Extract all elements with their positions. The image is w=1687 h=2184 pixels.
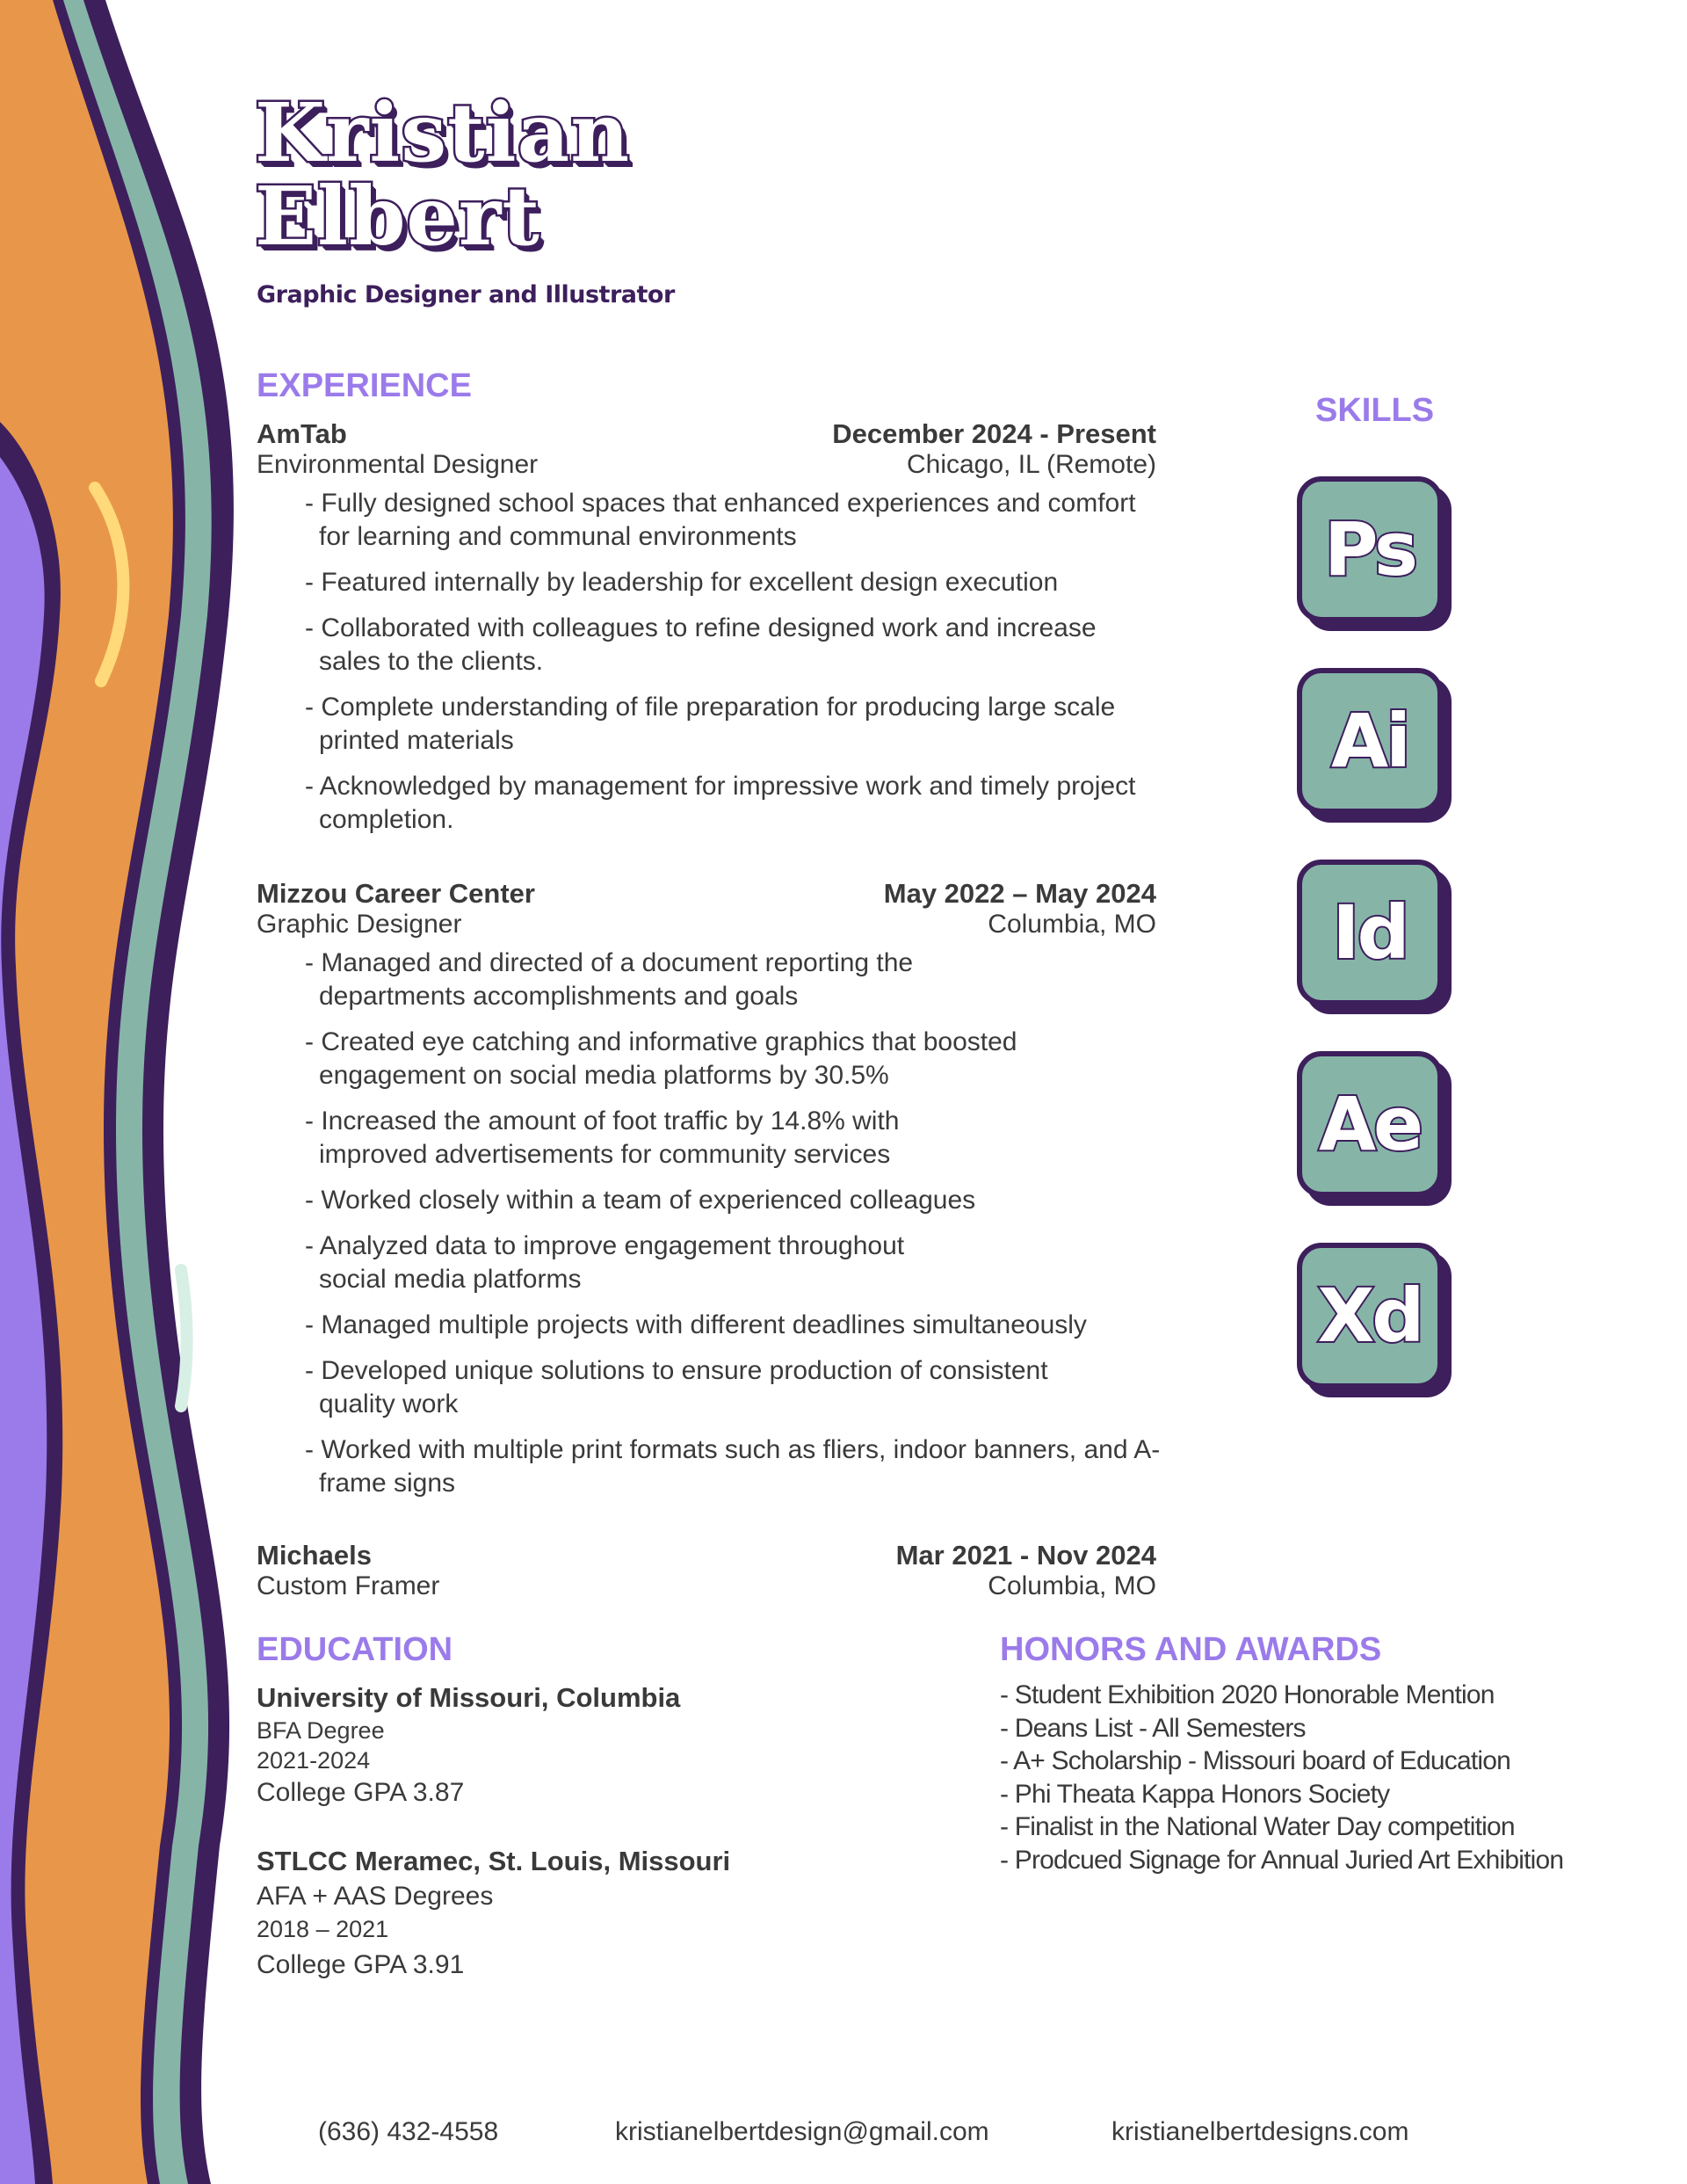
contact-website[interactable]: kristianelbertdesigns.com [1111, 2117, 1409, 2146]
gpa: College GPA 3.87 [257, 1778, 465, 1807]
job-dates: December 2024 - Present [832, 418, 1156, 449]
degree: AFA + AAS Degrees [257, 1882, 494, 1911]
job-bullet: - Acknowledged by management for impressive work and timely project completion. [305, 770, 1162, 837]
honor-item: - Phi Theata Kappa Honors Society [1000, 1778, 1563, 1811]
photoshop-icon: Ps [1297, 476, 1443, 622]
job-michaels [257, 1540, 1156, 1601]
job-bullets [257, 487, 1156, 837]
skills-heading: SKILLS [1315, 392, 1435, 429]
after-effects-icon: Ae [1297, 1051, 1443, 1197]
years: 2021-2024 [257, 1747, 371, 1774]
job-role: Graphic Designer [257, 910, 462, 939]
honors-heading: HONORS AND AWARDS [1000, 1631, 1382, 1668]
job-company: Mizzou Career Center [257, 878, 535, 909]
years: 2018 – 2021 [257, 1916, 389, 1942]
honors-list [1000, 1679, 1563, 1876]
experience-heading: EXPERIENCE [257, 367, 472, 404]
honor-item: - Deans List - All Semesters [1000, 1712, 1563, 1745]
education-entry [257, 1680, 680, 1810]
job-company: Michaels [257, 1540, 372, 1571]
name-line-1: Kristian [255, 85, 631, 180]
tagline: Graphic Designer and Illustrator [257, 281, 675, 308]
job-mizzou [257, 878, 1161, 1513]
job-location: Columbia, MO [988, 910, 1156, 939]
job-location: Chicago, IL (Remote) [906, 450, 1156, 479]
education-heading: EDUCATION [257, 1631, 453, 1668]
decorative-wave-border [0, 0, 264, 2184]
contact-phone[interactable]: (636) 432-4558 [318, 2117, 499, 2146]
job-bullet: - Managed multiple projects with different deadlines simultaneously [305, 1309, 1162, 1342]
job-bullet: - Analyzed data to improve engagement throughout social media platforms [305, 1230, 952, 1296]
job-dates: Mar 2021 - Nov 2024 [895, 1540, 1156, 1571]
job-bullet: - Worked with multiple print formats such as fliers, indoor banners, and A-frame signs [305, 1433, 1162, 1500]
job-role: Environmental Designer [257, 450, 539, 479]
job-role: Custom Framer [257, 1571, 440, 1600]
job-location: Columbia, MO [988, 1571, 1156, 1600]
school-name: University of Missouri, Columbia [257, 1682, 681, 1713]
education-entry [257, 1844, 730, 1983]
job-company: AmTab [257, 418, 347, 449]
job-bullet: - Increased the amount of foot traffic by 14.8% with improved advertisements for community services [305, 1105, 952, 1172]
job-bullet: - Complete understanding of file preparation for producing large scale printed materials [305, 691, 1162, 758]
contact-email[interactable]: kristianelbertdesign@gmail.com [615, 2117, 989, 2146]
job-bullet: - Created eye catching and informative graphics that boosted engagement on social media platforms by 30.5% [305, 1026, 1075, 1092]
job-bullet: - Managed and directed of a document reporting the departments accomplishments and goals [305, 947, 952, 1013]
school-name: STLCC Meramec, St. Louis, Missouri [257, 1846, 731, 1876]
honor-item: - Prodcued Signage for Annual Juried Art Exhibition [1000, 1844, 1563, 1877]
job-bullet: - Featured internally by leadership for excellent design execution [305, 566, 1162, 599]
job-bullet: - Worked closely within a team of experienced colleagues [305, 1184, 1162, 1217]
name-line-2: Elbert [255, 169, 540, 264]
job-amtab [257, 418, 1156, 849]
honor-item: - Finalist in the National Water Day competition [1000, 1810, 1563, 1844]
gpa: College GPA 3.91 [257, 1950, 465, 1979]
job-bullet: - Fully designed school spaces that enhanced experiences and comfort for learning and communal environments [305, 487, 1162, 554]
xd-icon: Xd [1297, 1243, 1443, 1389]
illustrator-icon: Ai [1297, 668, 1443, 814]
honor-item: - A+ Scholarship - Missouri board of Education [1000, 1745, 1563, 1778]
honor-item: - Student Exhibition 2020 Honorable Mention [1000, 1679, 1563, 1712]
job-dates: May 2022 – May 2024 [883, 878, 1156, 909]
job-bullet: - Collaborated with colleagues to refine designed work and increase sales to the clients. [305, 612, 1162, 678]
job-bullet: - Developed unique solutions to ensure production of consistent quality work [305, 1354, 1092, 1421]
indesign-icon: Id [1297, 860, 1443, 1005]
job-bullets [257, 947, 1161, 1500]
degree: BFA Degree [257, 1717, 385, 1744]
